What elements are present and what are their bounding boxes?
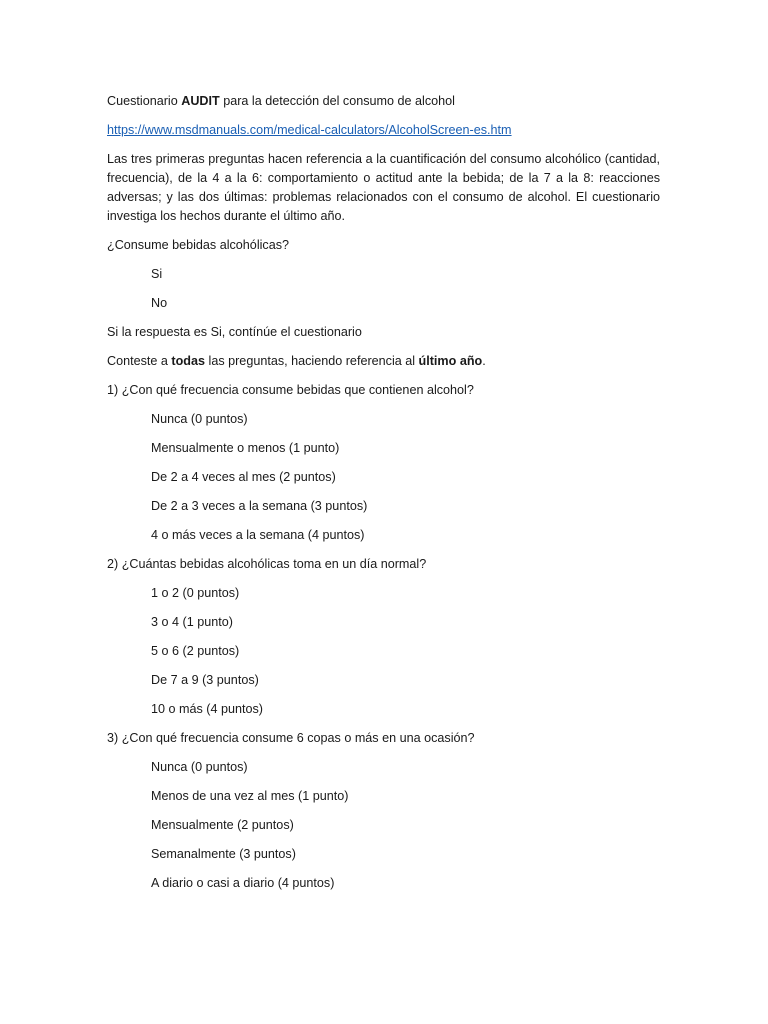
question-1-option: De 2 a 3 veces a la semana (3 puntos) — [151, 499, 368, 513]
question-2: 2) ¿Cuántas bebidas alcohólicas toma en un día normal? — [107, 557, 427, 571]
instruction-prefix: Conteste a — [107, 354, 172, 368]
screen-question: ¿Consume bebidas alcohólicas? — [107, 238, 290, 252]
question-1-option: 4 o más veces a la semana (4 puntos) — [151, 528, 365, 542]
question-3: 3) ¿Con qué frecuencia consume 6 copas o más en una ocasión? — [107, 731, 475, 745]
instruction-suffix: . — [482, 354, 486, 368]
instruction-bold: todas — [171, 354, 206, 368]
question-3-option: A diario o casi a diario (4 puntos) — [151, 876, 335, 890]
title-suffix: para la detección del consumo de alcohol — [219, 94, 455, 108]
question-3-option: Semanalmente (3 puntos) — [151, 847, 296, 861]
question-3-option: Nunca (0 puntos) — [151, 760, 248, 774]
question-1-option: Nunca (0 puntos) — [151, 412, 248, 426]
instruction-middle: las preguntas, haciendo referencia al — [205, 354, 419, 368]
document-title — [107, 92, 660, 111]
question-1: 1) ¿Con qué frecuencia consume bebidas que contienen alcohol? — [107, 383, 474, 397]
continue-note: Si la respuesta es Si, contínúe el cuestionario — [107, 325, 362, 339]
screen-option-no: No — [151, 296, 168, 310]
question-2-option: 5 o 6 (2 puntos) — [151, 644, 240, 658]
question-1-option: Mensualmente o menos (1 punto) — [151, 441, 340, 455]
title-bold: AUDIT — [181, 94, 220, 108]
question-3-option: Menos de una vez al mes (1 punto) — [151, 789, 349, 803]
document-page — [107, 92, 660, 903]
question-1-option: De 2 a 4 veces al mes (2 puntos) — [151, 470, 336, 484]
question-3-option: Mensualmente (2 puntos) — [151, 818, 294, 832]
title-prefix: Cuestionario — [107, 94, 182, 108]
question-2-option: 1 o 2 (0 puntos) — [151, 586, 240, 600]
reference-link[interactable]: https://www.msdmanuals.com/medical-calculators/AlcoholScreen-es.htm — [107, 123, 512, 137]
reference-link-line — [107, 121, 660, 140]
instruction-bold2: último año — [418, 354, 483, 368]
intro-paragraph: Las tres primeras preguntas hacen referencia a la cuantificación del consumo alcohólico (cantidad, frecuencia), de la 4 a la 6: comportamiento o actitud ante la bebida; de la 7 a la 8: reacciones adversas; y las dos últimas: problemas relacionados con el consumo de alcohol. El cuestionario investiga los hechos durante el último año. — [107, 152, 660, 223]
question-2-option: 3 o 4 (1 punto) — [151, 615, 233, 629]
screen-option-si: Si — [151, 267, 163, 281]
question-2-option: De 7 a 9 (3 puntos) — [151, 673, 259, 687]
instruction — [107, 352, 660, 371]
question-2-option: 10 o más (4 puntos) — [151, 702, 264, 716]
